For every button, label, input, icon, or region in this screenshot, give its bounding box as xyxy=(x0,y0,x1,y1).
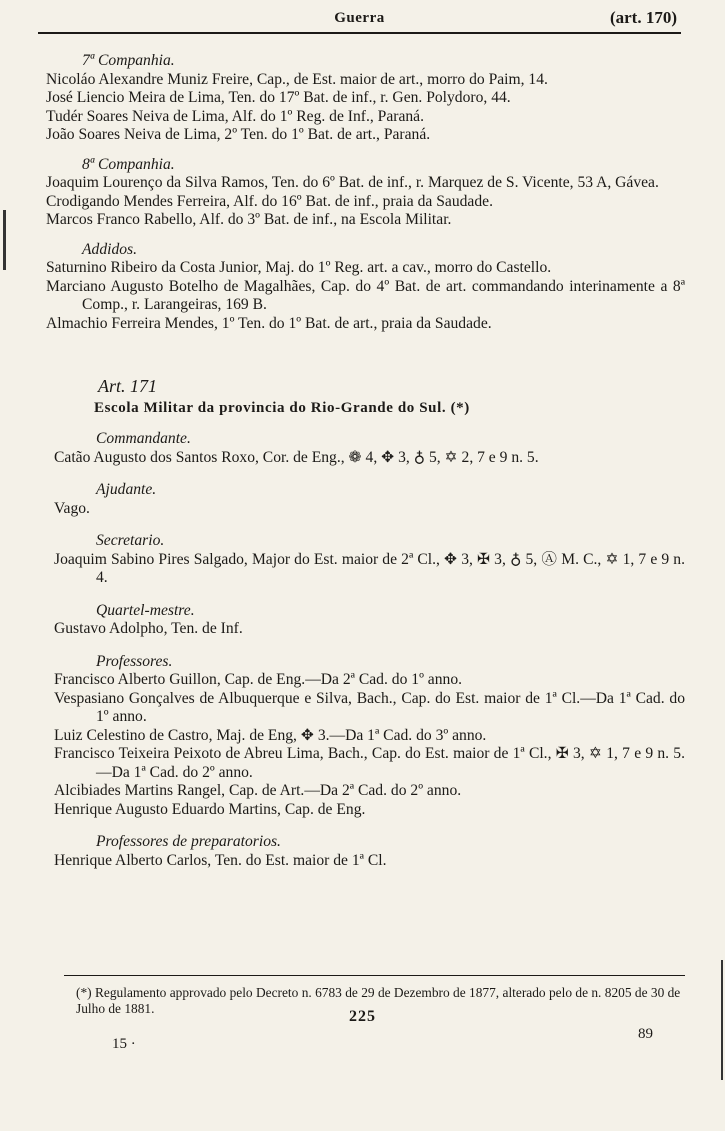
list-entry: Joaquim Sabino Pires Salgado, Major do Est. maior de 2ª Cl., ✥ 3, ✠ 3, ♁ 5, Ⓐ M. C., ✡ 1, 7 e 9 n. 4. xyxy=(54,550,685,586)
article-label: Art. 171 xyxy=(98,376,158,396)
page-header xyxy=(38,8,681,34)
role-heading: Secretario. xyxy=(96,532,165,549)
list-entry: Francisco Teixeira Peixoto de Abreu Lima, Bach., Cap. do Est. maior de 1ª Cl., ✠ 3, ✡ 1, 7 e 9 n. 5.—Da 1ª Cad. do 2º anno. xyxy=(54,745,685,781)
list-entry: Henrique Augusto Eduardo Martins, Cap. de Eng. xyxy=(54,800,366,818)
role-heading: Ajudante. xyxy=(96,481,157,498)
page-number: 89 xyxy=(638,1026,653,1042)
list-entry: Vago. xyxy=(54,499,90,517)
section-heading: 8ª Companhia. xyxy=(82,155,175,173)
sheet-number: 15 · xyxy=(112,1036,136,1052)
article-title: Escola Militar da provincia do Rio-Grande do Sul. (*) xyxy=(94,400,470,416)
role-heading: Quartel-mestre. xyxy=(96,601,195,619)
edge-mark xyxy=(3,210,6,270)
role-heading: Commandante. xyxy=(96,430,191,447)
list-entry: Saturnino Ribeiro da Costa Junior, Maj. do 1º Reg. art. a cav., morro do Castello. xyxy=(46,259,552,276)
list-entry: Henrique Alberto Carlos, Ten. do Est. maior de 1ª Cl. xyxy=(54,851,387,869)
list-entry: Vespasiano Gonçalves de Albuquerque e Silva, Bach., Cap. do Est. maior de 1ª Cl.—Da 1ª Cad. do 1º anno. xyxy=(54,689,685,725)
list-entry: Marcos Franco Rabello, Alf. do 3º Bat. de inf., na Escola Militar. xyxy=(46,211,452,228)
header-article-ref: (art. 170) xyxy=(609,8,677,27)
list-entry: Francisco Alberto Guillon, Cap. de Eng.—Da 2ª Cad. do 1º anno. xyxy=(54,671,463,688)
list-entry: Nicoláo Alexandre Muniz Freire, Cap., de Est. maior de art., morro do Paim, 14. xyxy=(46,70,548,88)
section-heading: 7ª Companhia. xyxy=(82,52,175,69)
list-entry: Alcibiades Martins Rangel, Cap. de Art.—Da 2ª Cad. do 2º anno. xyxy=(54,782,462,799)
list-entry: Tudér Soares Neiva de Lima, Alf. do 1º Reg. de Inf., Paraná. xyxy=(46,107,424,125)
list-entry: Gustavo Adolpho, Ten. de Inf. xyxy=(54,620,243,637)
list-entry: Almachio Ferreira Mendes, 1º Ten. do 1º Bat. de art., praia da Saudade. xyxy=(46,314,492,332)
school-staff xyxy=(46,430,685,870)
role-heading: Professores de preparatorios. xyxy=(96,833,281,850)
list-entry: José Liencio Meira de Lima, Ten. do 17º Bat. de inf., r. Gen. Polydoro, 44. xyxy=(46,89,511,106)
list-entry: Catão Augusto dos Santos Roxo, Cor. de Eng., ❁ 4, ✥ 3, ♁ 5, ✡ 2, 7 e 9 n. 5. xyxy=(54,448,539,466)
header-title: Guerra xyxy=(334,10,385,26)
section-heading: Addidos. xyxy=(82,240,138,258)
list-entry: João Soares Neiva de Lima, 2º Ten. do 1º Bat. de art., Paraná. xyxy=(46,126,431,143)
signature-mark: 225 xyxy=(349,1008,376,1025)
footnote-divider xyxy=(64,975,685,976)
list-entry: Crodigando Mendes Ferreira, Alf. do 16º Bat. de inf., praia da Saudade. xyxy=(46,192,493,210)
list-entry: Marciano Augusto Botelho de Magalhães, Cap. do 4º Bat. de art. commandando interinamente a 8ª Comp., r. Larangeiras, 169 B. xyxy=(46,277,685,313)
list-entry: Luiz Celestino de Castro, Maj. de Eng, ✥ 3.—Da 1ª Cad. do 3º anno. xyxy=(54,726,487,744)
list-entry: Joaquim Lourenço da Silva Ramos, Ten. do 6º Bat. de inf., r. Marquez de S. Vicente, 53 A, Gávea. xyxy=(46,174,659,191)
page-body xyxy=(46,52,685,870)
role-heading: Professores. xyxy=(96,652,173,670)
footnote: (*) Regulamento approvado pelo Decreto n. 6783 de 29 de Dezembro de 1877, alterado pelo de n. 8205 de 30 de Julho de 1881. xyxy=(76,985,681,1016)
